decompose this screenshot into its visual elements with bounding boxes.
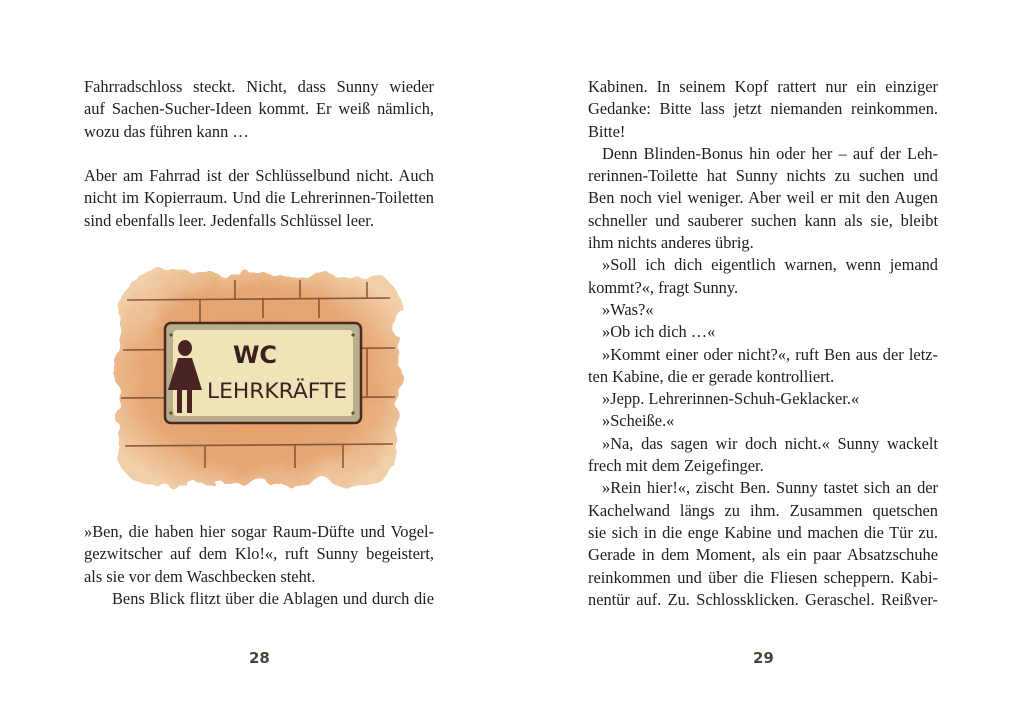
text-line: ihm nichts anderes übrig. [588,233,754,253]
brick-wall-sign-image [105,258,410,498]
paragraph [588,388,938,410]
text-line: »Ben, die haben hier sogar Raum-Düfte und Vogel- [84,522,434,541]
text-line: sie sich in die enge Kabine und machen die Tür zu. [588,522,938,542]
text-line: Ben noch viel weniger. Aber weil er mit den Augen [588,188,938,208]
text-line: Fahrradschloss steckt. Nicht, dass Sunny wieder [84,77,434,96]
sign-wc-text: WC [232,341,278,369]
text-line: kommt?«, fragt Sunny. [588,277,739,297]
text-line: schneller und sauberer suchen kann als sie, bleibt [588,210,938,230]
text-block-top [84,76,434,232]
paragraph [588,76,938,143]
paragraph [84,588,434,610]
wc-sign [165,323,361,423]
text-line: »Kommt einer oder nicht?«, ruft Ben aus der letz- [602,344,938,364]
text-line: rerinnen-Toilette hat Sunny nichts zu suchen und [588,166,938,186]
text-line: »Scheiße.« [602,411,675,431]
paragraph [588,254,938,299]
paragraph [84,165,434,232]
paragraph [588,344,938,389]
text-line: Denn Blinden-Bonus hin oder her – auf der Leh- [602,143,938,163]
text-line: Gerade in dem Moment, als ein paar Absatzschuhe [588,545,938,565]
text-block-bottom [84,521,434,610]
paragraph [588,143,938,254]
paragraph [588,433,938,478]
text-line: »Ob ich dich …« [602,322,716,342]
text-line: ten Kabine, die er gerade kontrolliert. [588,366,835,386]
text-line: Gedanke: Bitte lass jetzt niemanden reinkommen. [588,99,938,119]
text-line: »Na, das sagen wir doch nicht.« Sunny wackelt [602,433,938,453]
page-number-right: 29 [753,649,774,667]
text-line: »Jepp. Lehrerinnen-Schuh-Geklacker.« [602,389,860,409]
text-line: Aber am Fahrrad ist der Schlüsselbund nicht. Auch [84,166,434,186]
wc-sign-illustration [105,258,410,498]
text-line: »Soll ich dich eigentlich warnen, wenn jemand [602,255,938,275]
text-line: frech mit dem Zeigefinger. [588,456,764,476]
text-line: »Was?« [602,299,654,319]
text-line: reinkommen und über die Fliesen scheppern. Kabi- [588,567,938,587]
text-line: Bitte! [588,121,626,141]
text-line: wozu das führen kann … [84,121,249,141]
text-line: nentür auf. Zu. Schlossklicken. Geraschel. Reißver- [588,589,938,609]
text-line: sind ebenfalls leer. Jedenfalls Schlüssel leer. [84,210,374,230]
text-line: nicht im Kopierraum. Und die Lehrerinnen-Toiletten [84,188,434,208]
text-line: Kachelwand längs zu ihm. Zusammen quetschen [588,500,938,520]
paragraph [588,299,938,321]
paragraph [588,410,938,432]
right-page [510,0,1020,721]
text-line: Kabinen. In seinem Kopf rattert nur ein einziger [588,77,938,96]
text-line: gezwitscher auf dem Klo!«, ruft Sunny begeistert, [84,544,434,564]
text-line: Bens Blick flitzt über die Ablagen und durch die [112,588,434,608]
sign-lehrkraefte-text: LEHRKRÄFTE [207,379,343,403]
paragraph [588,477,938,611]
paragraph [84,76,434,143]
page-number-left: 28 [249,649,270,667]
text-block-right [588,76,938,611]
text-line: »Rein hier!«, zischt Ben. Sunny tastet sich an der [602,478,938,498]
text-line: als sie vor dem Waschbecken steht. [84,566,316,586]
paragraph [84,521,434,588]
paragraph [588,321,938,343]
text-line: auf Sachen-Sucher-Ideen kommt. Er weiß nämlich, [84,99,434,119]
